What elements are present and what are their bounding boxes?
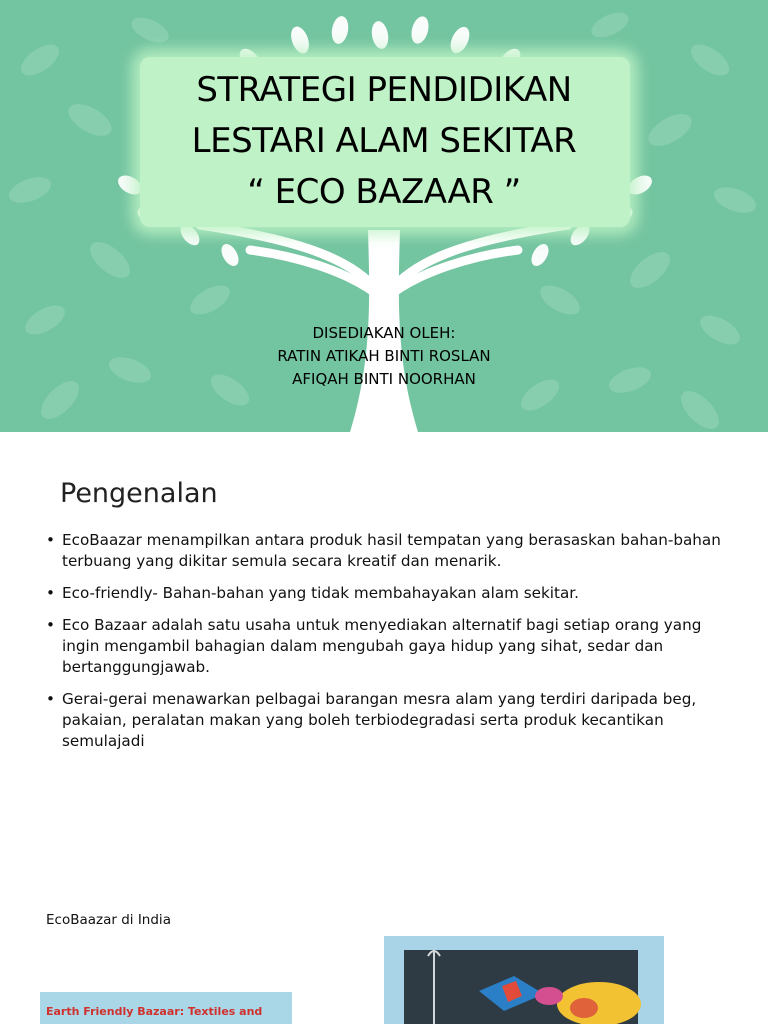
title-line-1: STRATEGI PENDIDIKAN [196, 70, 572, 110]
slide-heading: Pengenalan [60, 478, 218, 509]
credit-prepared-by: DISEDIAKAN OLEH: [312, 324, 456, 342]
bullet-icon: • [46, 616, 55, 634]
bazaar-photo-illustration [384, 936, 664, 1024]
bullet-item [46, 530, 726, 572]
india-caption: EcoBaazar di India [46, 912, 171, 928]
bullet-list [46, 530, 726, 763]
title-slide [0, 0, 768, 432]
bullet-text: EcoBaazar menampilkan antara produk hasil tempatan yang berasaskan bahan-bahan terbuang yang dikitar semula secara kreatif dan menarik. [62, 531, 721, 570]
bullet-icon: • [46, 584, 55, 602]
bullet-icon: • [46, 690, 55, 708]
bullet-text: Eco-friendly- Bahan-bahan yang tidak membahayakan alam sekitar. [62, 584, 579, 602]
title-line-2: LESTARI ALAM SEKITAR [191, 121, 577, 161]
bullet-text: Eco Bazaar adalah satu usaha untuk menyediakan alternatif bagi setiap orang yang ingin mengambil bahagian dalam mengubah gaya hidup yang sihat, sedar dan bertanggungjawab. [62, 616, 702, 676]
bullet-text: Gerai-gerai menawarkan pelbagai barangan mesra alam yang terdiri daripada beg, pakaian, peralatan makan yang boleh terbiodegradasi serta produk kecantikan semulajadi [62, 690, 697, 750]
bazaar-photo [384, 936, 664, 1024]
title-line-3: “ ECO BAZAAR ” [247, 172, 521, 212]
introduction-slide [0, 432, 768, 1024]
bullet-item [46, 689, 726, 752]
poster-caption: Earth Friendly Bazaar: Textiles and [46, 1005, 263, 1018]
bullet-item [46, 583, 726, 604]
bullet-icon: • [46, 531, 55, 549]
credit-author-2: AFIQAH BINTI NOORHAN [292, 370, 476, 388]
credit-author-1: RATIN ATIKAH BINTI ROSLAN [277, 347, 491, 365]
bullet-item [46, 615, 726, 678]
bazaar-poster-image [40, 992, 292, 1024]
